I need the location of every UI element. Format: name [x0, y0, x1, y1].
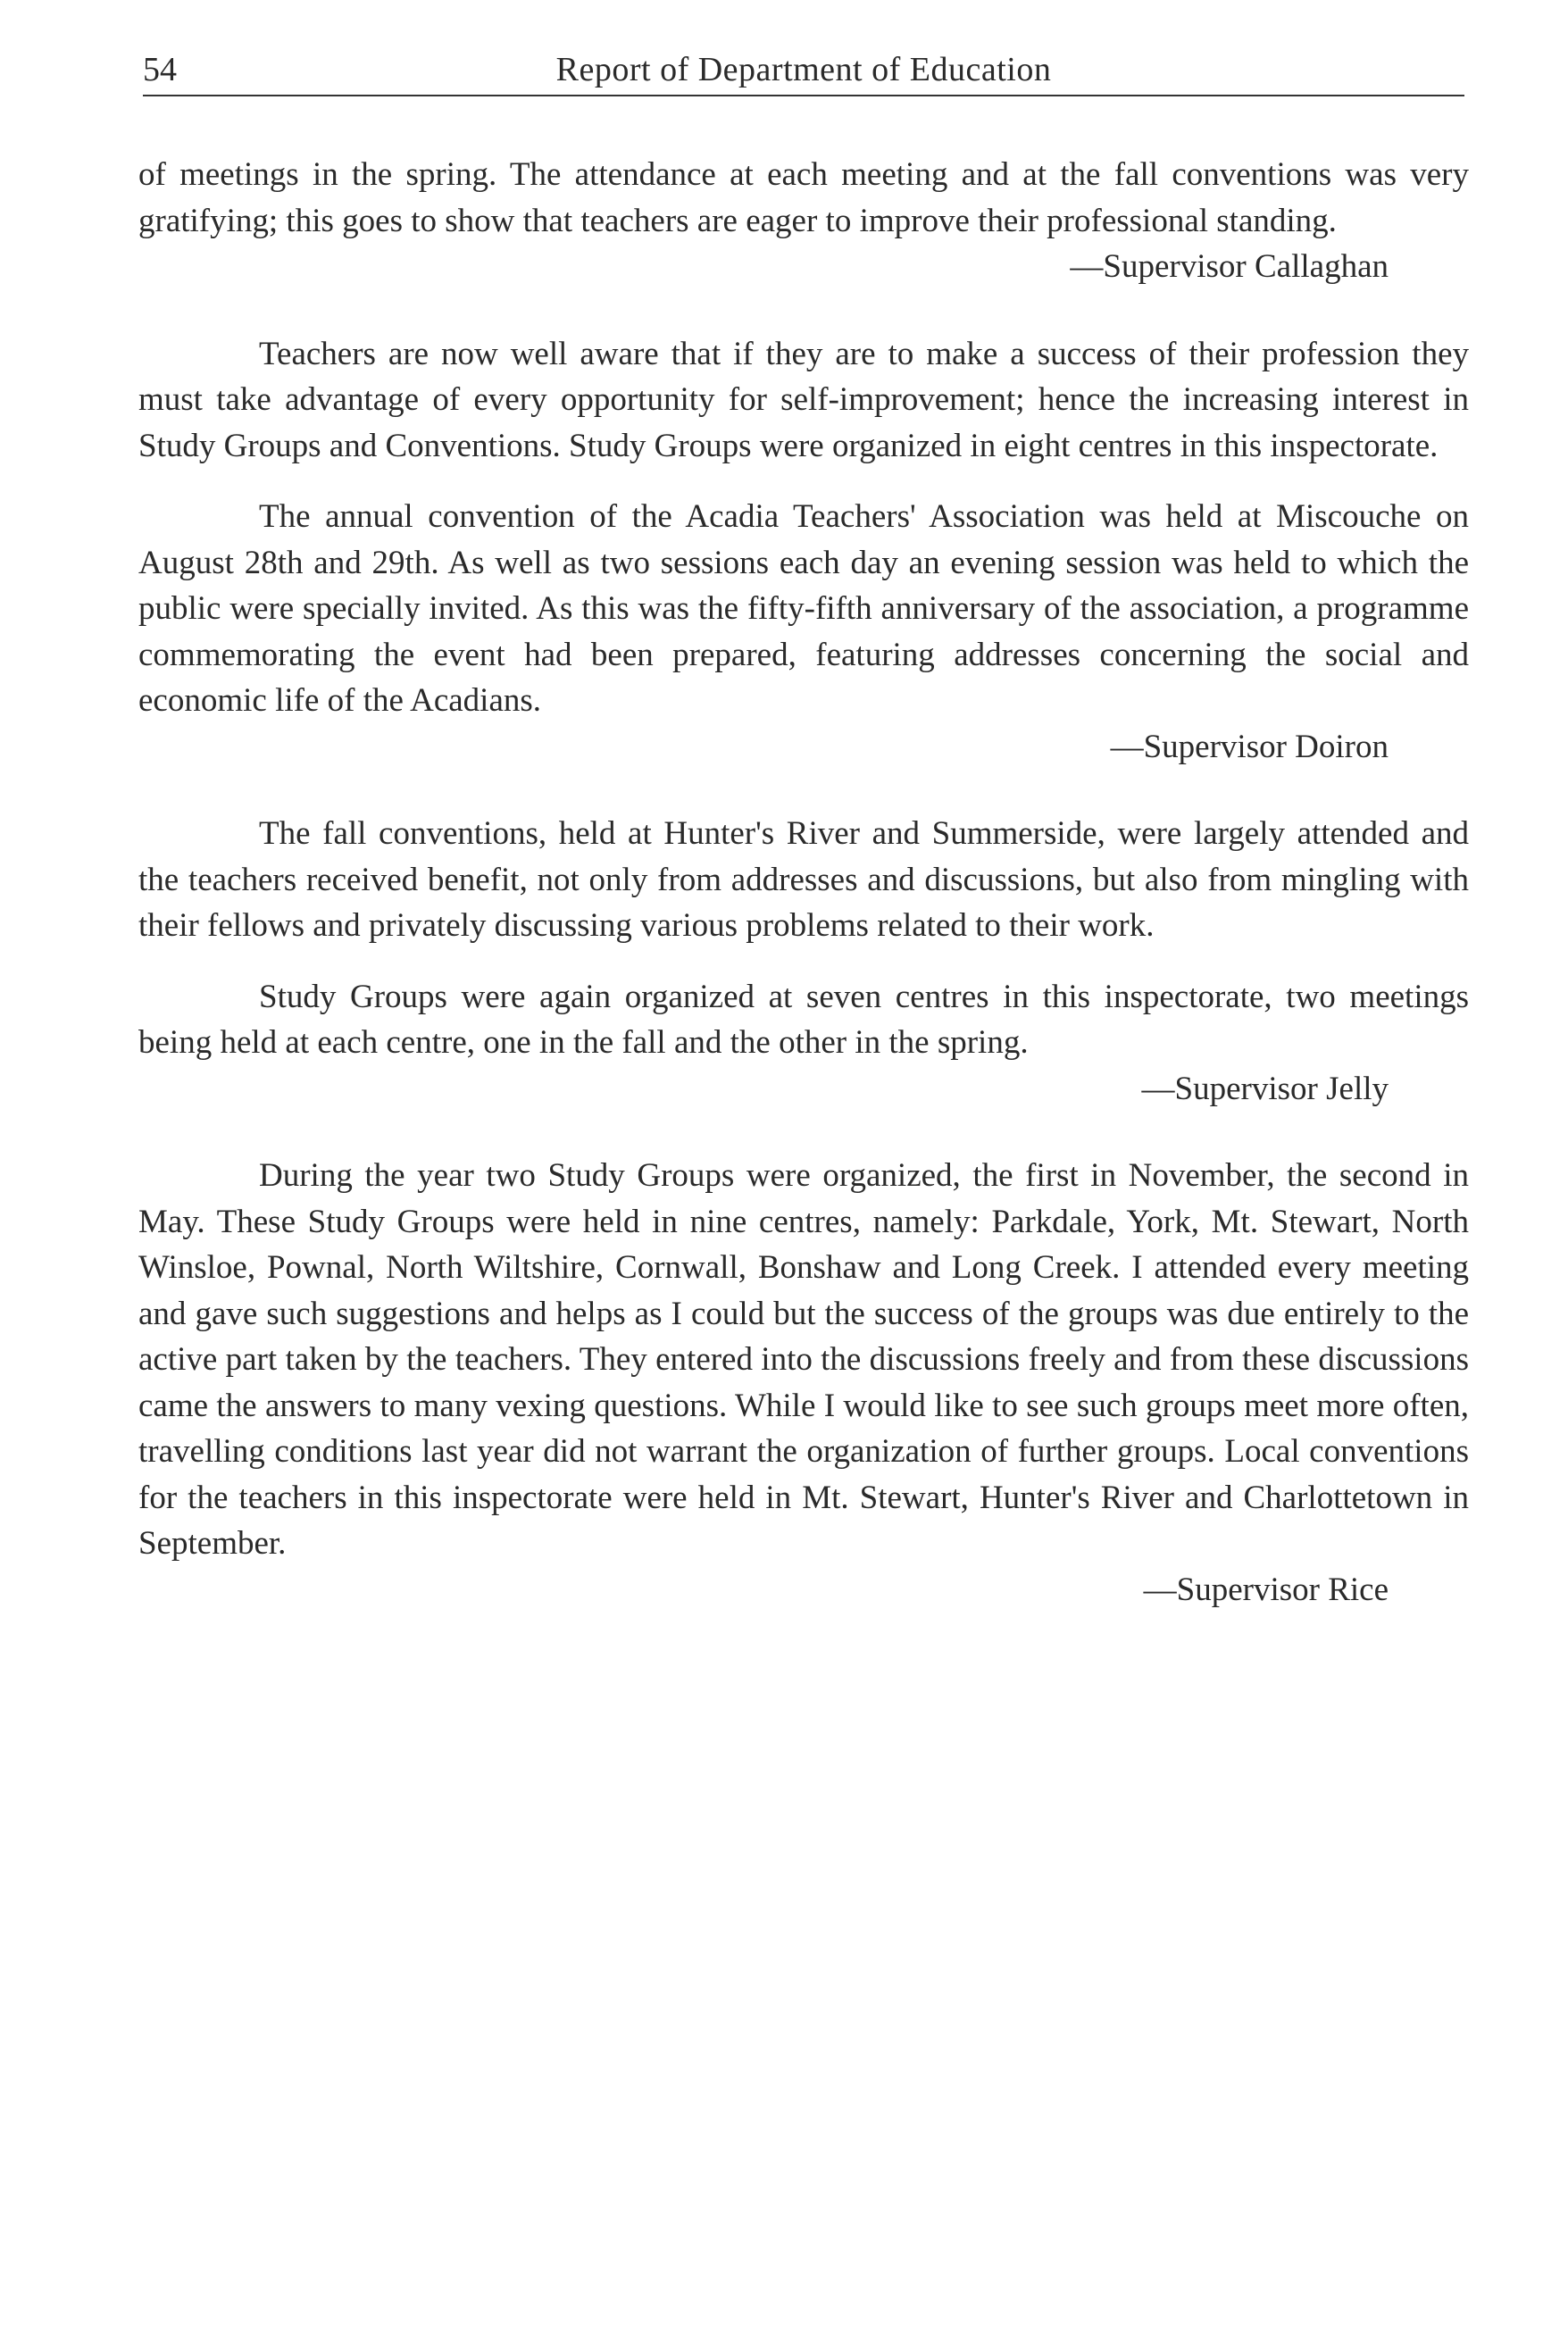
paragraph: During the year two Study Groups were organized, the first in November, the second in May. These Study Groups were held in nine centres, namely: Parkdale, York, Mt. Stewart, North Winsloe, Pownal, North Wiltshire, Cornwall, Bonshaw and Long Creek. I attended every meeting and gave such suggestions and helps as I could but the success of the groups was due entirely to the active part taken by the teachers. They entered into the discussions freely and from these discussions came the answers to many vexing questions. While I would like to see such groups meet more often, travelling conditions last year did not warrant the organization of further groups. Local conventions for the teachers in this inspectorate were held in Mt. Stewart, Hunter's River and Charlottetown in September.: [138, 1157, 1469, 1562]
running-title: Report of Department of Education: [555, 51, 1052, 88]
signature-rice: —Supervisor Rice: [1143, 1571, 1389, 1608]
signature-callaghan: —Supervisor Callaghan: [1070, 248, 1389, 285]
signature-jelly: —Supervisor Jelly: [1141, 1070, 1389, 1107]
paragraph: Teachers are now well aware that if they are to make a success of their profession they must take advantage of every opportunity for self-improvement; hence the increasing interest in Study Groups and Conventions. Study Groups were organized in eight centres in this inspectorate.: [138, 335, 1469, 464]
header-rule: [143, 95, 1464, 96]
paragraph: The annual convention of the Acadia Teachers' Association was held at Miscouche on August 28th and 29th. As well as two sessions each day an evening session was held to which the public were specially invited. As this was the fifty-fifth anniversary of the association, a programme commemorating the event had been prepared, featuring addresses concerning the social and economic life of the Acadians.: [138, 498, 1469, 719]
running-head: [143, 43, 1464, 96]
paragraph: The fall conventions, held at Hunter's River and Summerside, were largely attended and the teachers received benefit, not only from addresses and discussions, but also from mingling with their fellows and privately discussing various problems related to their work.: [138, 815, 1469, 944]
body-text: [138, 152, 1469, 1613]
signature-doiron: —Supervisor Doiron: [1110, 728, 1389, 765]
page-number: 54: [143, 51, 177, 88]
paragraph: of meetings in the spring. The attendance at each meeting and at the fall conventions was very gratifying; this goes to show that teachers are eager to improve their professional standing.: [138, 156, 1469, 239]
paragraph: Study Groups were again organized at seven centres in this inspectorate, two meetings being held at each centre, one in the fall and the other in the spring.: [138, 978, 1469, 1061]
